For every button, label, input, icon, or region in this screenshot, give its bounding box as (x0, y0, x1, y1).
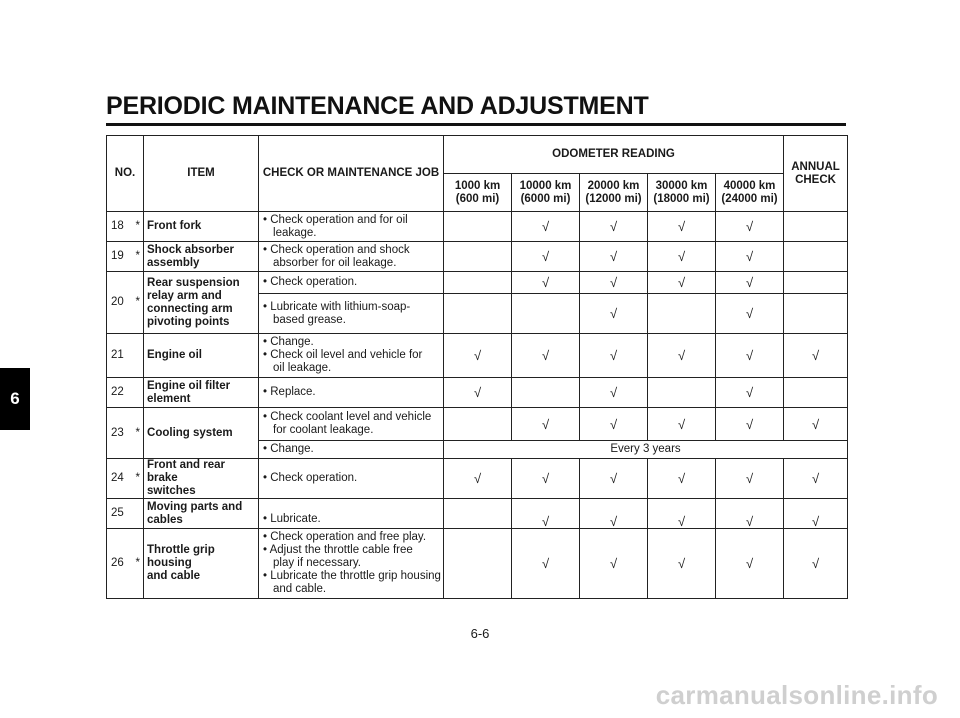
empty-cell (784, 242, 848, 272)
empty-cell (512, 294, 580, 334)
check-mark: √ (580, 408, 648, 441)
page-title: PERIODIC MAINTENANCE AND ADJUSTMENT (106, 92, 649, 120)
table-row: 18 * Front fork • Check operation and for oil leakage. √ √ √ √ (107, 212, 848, 242)
check-mark: √ (716, 242, 784, 272)
section-tab: 6 (0, 368, 30, 430)
check-mark: √ (784, 334, 848, 378)
check-mark: √ (784, 408, 848, 441)
check-mark: √ (512, 408, 580, 441)
check-mark: √ (580, 334, 648, 378)
empty-cell (444, 272, 512, 294)
header-col-1: 1000 km (600 mi) (444, 174, 512, 212)
check-mark: √ (648, 408, 716, 441)
table-row: 26 * Throttle grip housing and cable • Check operation and free play. • Adjust the throttle cable free play if necessary. • Lubricate the throttle grip housing and cable. √ √ √ √ √ (107, 529, 848, 599)
check-mark: √ (648, 499, 716, 529)
check-mark: √ (716, 272, 784, 294)
check-mark: √ (716, 499, 784, 529)
check-mark: √ (580, 212, 648, 242)
header-item: ITEM (144, 136, 259, 212)
table-row: 19 * Shock absorber assembly • Check operation and shock absorber for oil leakage. √ √ √ √ (107, 242, 848, 272)
empty-cell (444, 408, 512, 441)
check-mark: √ (716, 378, 784, 408)
check-mark: √ (580, 499, 648, 529)
check-mark: √ (512, 334, 580, 378)
empty-cell (648, 294, 716, 334)
table-row: 23 * Cooling system • Check coolant level and vehicle for coolant leakage. √ √ √ √ √ (107, 408, 848, 441)
check-mark: √ (784, 459, 848, 499)
check-mark: √ (648, 459, 716, 499)
check-mark: √ (716, 212, 784, 242)
check-mark: √ (580, 294, 648, 334)
check-mark: √ (512, 499, 580, 529)
check-mark: √ (648, 334, 716, 378)
check-mark: √ (580, 272, 648, 294)
table-row: • Lubricate with lithium-soap- based grease. √ √ (107, 294, 848, 334)
empty-cell (444, 529, 512, 599)
header-col-3: 20000 km (12000 mi) (580, 174, 648, 212)
table-row: 25 Moving parts and cables • Lubricate. √ √ √ √ √ (107, 499, 848, 529)
check-mark: √ (716, 529, 784, 599)
check-mark: √ (512, 459, 580, 499)
watermark: carmanualsonline.info (655, 680, 938, 710)
table-row: 24 * Front and rear brake switches • Check operation. √ √ √ √ √ √ (107, 459, 848, 499)
check-mark: √ (648, 272, 716, 294)
check-mark: √ (580, 242, 648, 272)
header-col-2: 10000 km (6000 mi) (512, 174, 580, 212)
empty-cell (444, 212, 512, 242)
empty-cell (444, 242, 512, 272)
check-mark: √ (716, 459, 784, 499)
check-mark: √ (716, 294, 784, 334)
check-mark: √ (716, 408, 784, 441)
empty-cell (784, 378, 848, 408)
check-mark: √ (512, 212, 580, 242)
empty-cell (444, 294, 512, 334)
check-mark: √ (580, 378, 648, 408)
check-mark: √ (512, 529, 580, 599)
empty-cell (512, 378, 580, 408)
check-mark: √ (444, 459, 512, 499)
check-mark: √ (648, 529, 716, 599)
header-odometer: ODOMETER READING (444, 136, 784, 174)
check-mark: √ (784, 499, 848, 529)
check-mark: √ (716, 334, 784, 378)
maintenance-table (106, 135, 848, 599)
check-mark: √ (648, 212, 716, 242)
table-row: • Change. Every 3 years (107, 441, 848, 459)
every-3-years: Every 3 years (444, 441, 848, 459)
title-rule (106, 123, 846, 126)
check-mark: √ (784, 529, 848, 599)
check-mark: √ (444, 378, 512, 408)
page-number: 6-6 (470, 626, 490, 641)
table-row: 22 Engine oil filter element • Replace. √ √ √ (107, 378, 848, 408)
check-mark: √ (512, 242, 580, 272)
empty-cell (444, 499, 512, 529)
empty-cell (784, 272, 848, 294)
check-mark: √ (648, 242, 716, 272)
check-mark: √ (444, 334, 512, 378)
empty-cell (784, 294, 848, 334)
empty-cell (648, 378, 716, 408)
header-col-5: 40000 km (24000 mi) (716, 174, 784, 212)
check-mark: √ (512, 272, 580, 294)
check-mark: √ (580, 529, 648, 599)
header-job: CHECK OR MAINTENANCE JOB (259, 136, 444, 212)
header-no: NO. (107, 136, 144, 212)
check-mark: √ (580, 459, 648, 499)
header-annual: ANNUAL CHECK (784, 136, 848, 212)
header-col-4: 30000 km (18000 mi) (648, 174, 716, 212)
empty-cell (784, 212, 848, 242)
table-row: 20 * Rear suspension relay arm and connecting arm pivoting points • Check operation. √ √ √ √ (107, 272, 848, 294)
table-row: 21 Engine oil • Change. • Check oil level and vehicle for oil leakage. √ √ √ √ √ √ (107, 334, 848, 378)
